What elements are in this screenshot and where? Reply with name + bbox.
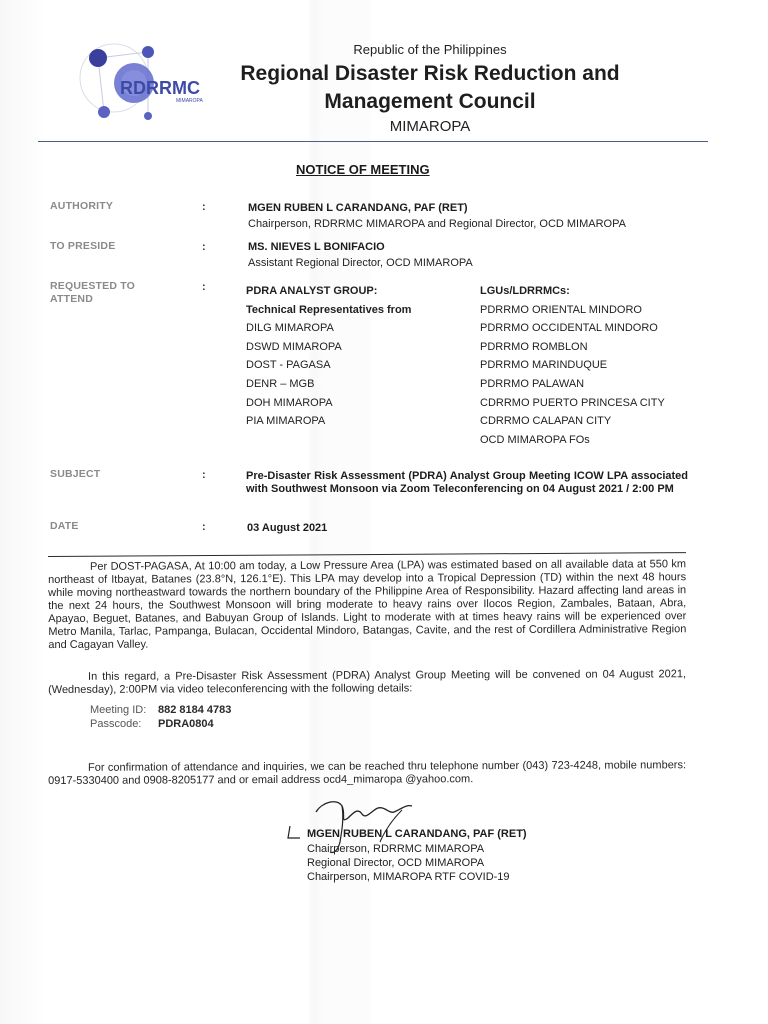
subject-text: Pre-Disaster Risk Assessment (PDRA) Analyst Group Meeting ICOW LPA associated with Southwest Monsoon via Zoom Teleconferencing on 04 August 2021 / 2:00 PM [246, 470, 688, 495]
list-item: PDRRMO ORIENTAL MINDORO [480, 303, 642, 316]
council-title-line1: Regional Disaster Risk Reduction and [240, 62, 620, 85]
colon: : [202, 521, 206, 533]
attend-label-line2: ATTEND [50, 293, 94, 305]
list-item: DOST - PAGASA [246, 359, 331, 372]
signatory-name: MGEN RUBEN L CARANDANG, PAF (RET) [307, 828, 527, 840]
paragraph-meeting: In this regard, a Pre-Disaster Risk Assessment (PDRA) Analyst Group Meeting will be convened on 04 August 2021, (Wednesday), 2:00PM via video teleconferencing with the following details: [48, 668, 687, 696]
colon: : [202, 241, 206, 253]
lgu-list [480, 282, 710, 449]
pdra-group-heading: PDRA ANALYST GROUP: [246, 285, 378, 297]
region-name: MIMAROPA [389, 118, 471, 135]
paragraph-contact: For confirmation of attendance and inquiries, we can be reached thru telephone number (043) 723-4248, mobile numbers: 0917-5330400 and 0908-8205177 and or email address ocd4_mimaropa @yahoo.com. [48, 759, 687, 787]
signatory-title-1: Chairperson, RDRRMC MIMAROPA [307, 843, 485, 855]
logo-subtext: MIMAROPA [176, 98, 203, 104]
authority-name: MGEN RUBEN L CARANDANG, PAF (RET) [248, 202, 468, 214]
list-item: DILG MIMAROPA [246, 322, 334, 335]
authority-label: AUTHORITY [50, 200, 114, 212]
council-title-line2: Management Council [324, 90, 536, 113]
preside-position: Assistant Regional Director, OCD MIMAROPA [248, 257, 473, 269]
colon: : [202, 469, 206, 481]
list-item: PDRRMO PALAWAN [480, 377, 585, 390]
attend-label [50, 280, 135, 306]
list-item: CDRRMO CALAPAN CITY [480, 415, 612, 428]
authority-position: Chairperson, RDRRMC MIMAROPA and Regional Director, OCD MIMAROPA [248, 218, 626, 230]
council-title [225, 60, 635, 116]
meeting-id-value: 882 8184 4783 [158, 704, 232, 716]
list-item: PDRRMO OCCIDENTAL MINDORO [480, 322, 658, 335]
date-value: 03 August 2021 [247, 522, 328, 534]
list-item: DENR – MGB [246, 377, 315, 390]
meeting-id-label: Meeting ID: [90, 704, 147, 716]
logo-text: RDRRMC [120, 78, 200, 98]
list-item: CDRRMO PUERTO PRINCESA CITY [480, 396, 665, 409]
republic-line: Republic of the Philippines [353, 42, 507, 57]
colon: : [202, 201, 206, 213]
passcode-value: PDRA0804 [158, 718, 214, 730]
preside-name: MS. NIEVES L BONIFACIO [248, 241, 385, 253]
passcode-label: Passcode: [90, 718, 142, 730]
list-item: Technical Representatives from [246, 303, 412, 316]
paragraph-weather: Per DOST-PAGASA, At 10:00 am today, a Low Pressure Area (LPA) was estimated based on all available data at 550 km northeast of Itbayat, Batanes (23.8°N, 126.1°E). This LPA may develop into a Tropical Depression (TD) within the next 48 hours while moving northeastward towards the northern boundary of the Philippine Area of Responsibility. Hazard affecting land areas in the next 24 hours, the Southwest Monsoon will bring moderate to heavy rains over Ilocos Region, Zambales, Bataan, Abra, Apayao, Beguet, Batanes, and Babuyan Group of Islands. Light to moderate with at times heavy rains will be experienced over Metro Manila, Tarlac, Pampanga, Bulacan, Occidental Mindoro, Batangas, Cavite, and the rest of Cordillera Administrative Region and Cagayan Valley. [48, 558, 687, 651]
signatory-title-3: Chairperson, MIMAROPA RTF COVID-19 [307, 871, 510, 883]
list-item: DSWD MIMAROPA [246, 340, 342, 353]
header-divider [38, 141, 708, 142]
date-label: DATE [50, 520, 79, 532]
meeting-id-row [90, 704, 231, 716]
notice-title: NOTICE OF MEETING [296, 162, 430, 177]
list-item: PDRRMO ROMBLON [480, 340, 588, 353]
signatory-title-2: Regional Director, OCD MIMAROPA [307, 857, 485, 869]
passcode-row [90, 718, 214, 730]
subject-label: SUBJECT [50, 468, 101, 480]
preside-label: TO PRESIDE [50, 240, 116, 252]
lgu-heading: LGUs/LDRRMCs: [480, 285, 570, 297]
list-item: PIA MIMAROPA [246, 415, 326, 428]
rdrrmc-logo [78, 38, 228, 124]
pdra-group-list [246, 282, 466, 431]
colon: : [202, 281, 206, 293]
list-item: DOH MIMAROPA [246, 396, 333, 409]
list-item: OCD MIMAROPA FOs [480, 433, 590, 446]
attend-label-line1: REQUESTED TO [50, 280, 136, 292]
list-item: PDRRMO MARINDUQUE [480, 359, 608, 372]
